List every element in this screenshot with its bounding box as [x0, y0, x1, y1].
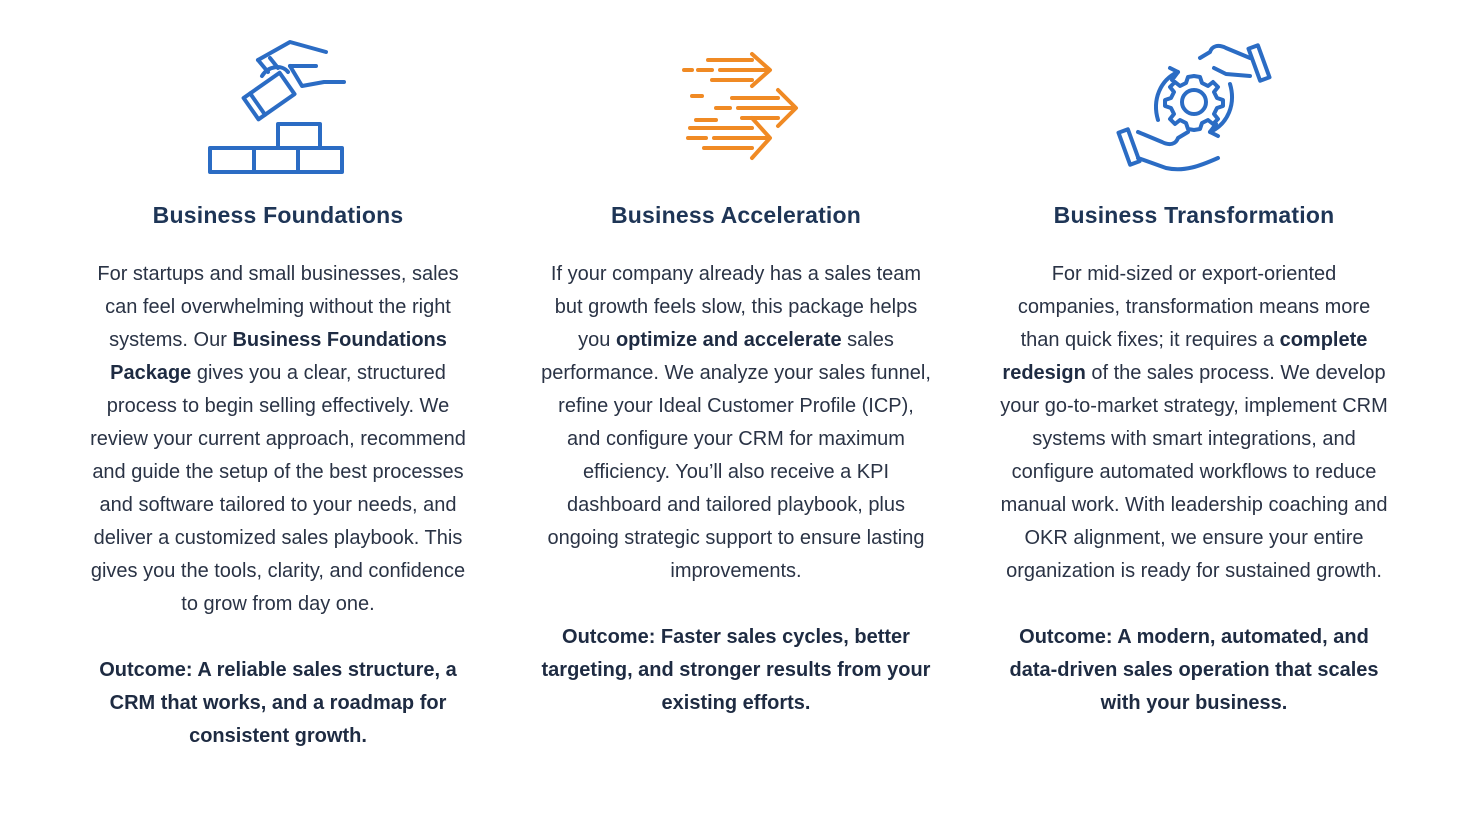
card-outcome: Outcome: Faster sales cycles, better targeting, and stronger results from your existing efforts. — [541, 626, 931, 714]
desc-text: sales performance. We analyze your sales funnel, refine your Ideal Customer Profile (ICP), and configure your CRM for maximum efficiency. You’ll also receive a KPI dashboard and tailored playbook, plus ongoing strategic support to ensure lasting improvements. — [541, 329, 931, 582]
hands-gear-cycle-icon — [1114, 36, 1274, 178]
card-business-transformation — [994, 0, 1394, 720]
speed-arrows-icon — [656, 36, 816, 178]
desc-text: of the sales process. We develop your go-to-market strategy, implement CRM systems with smart integrations, and configure automated workflows to reduce manual work. With leadership coaching and OKR alignment, we ensure your entire organization is ready for sustained growth. — [1000, 362, 1388, 582]
card-business-acceleration — [536, 0, 936, 720]
card-title: Business Acceleration — [610, 202, 862, 228]
card-title: Business Foundations — [152, 202, 404, 228]
desc-text: For mid-sized or export-oriented companies, transformation means more than quick fixes; it requires a — [1017, 263, 1371, 351]
card-description — [998, 258, 1390, 588]
card-business-foundations — [78, 0, 478, 753]
card-description — [540, 258, 932, 588]
desc-text: gives you a clear, structured process to begin selling effectively. We review your current approach, recommend and guide the setup of the best processes and software tailored to your needs, and deliver a customized sales playbook. This gives you the tools, clarity, and confidence to grow from day one. — [90, 362, 466, 615]
card-outcome: Outcome: A reliable sales structure, a CRM that works, and a roadmap for consistent growth. — [99, 659, 457, 747]
desc-text: For startups and small businesses, sales can feel overwhelming without the right systems. Our — [97, 263, 459, 351]
card-outcome: Outcome: A modern, automated, and data-driven sales operation that scales with your business. — [1009, 626, 1379, 714]
desc-highlight: optimize and accelerate — [615, 329, 842, 351]
desc-highlight: complete redesign — [1002, 329, 1368, 384]
desc-highlight: Business Foundations Package — [110, 329, 447, 384]
card-description — [82, 258, 474, 621]
building-blocks-hand-icon — [198, 36, 358, 178]
card-title: Business Transformation — [1053, 202, 1335, 228]
desc-text: If your company already has a sales team but growth feels slow, this package helps you — [550, 263, 922, 351]
